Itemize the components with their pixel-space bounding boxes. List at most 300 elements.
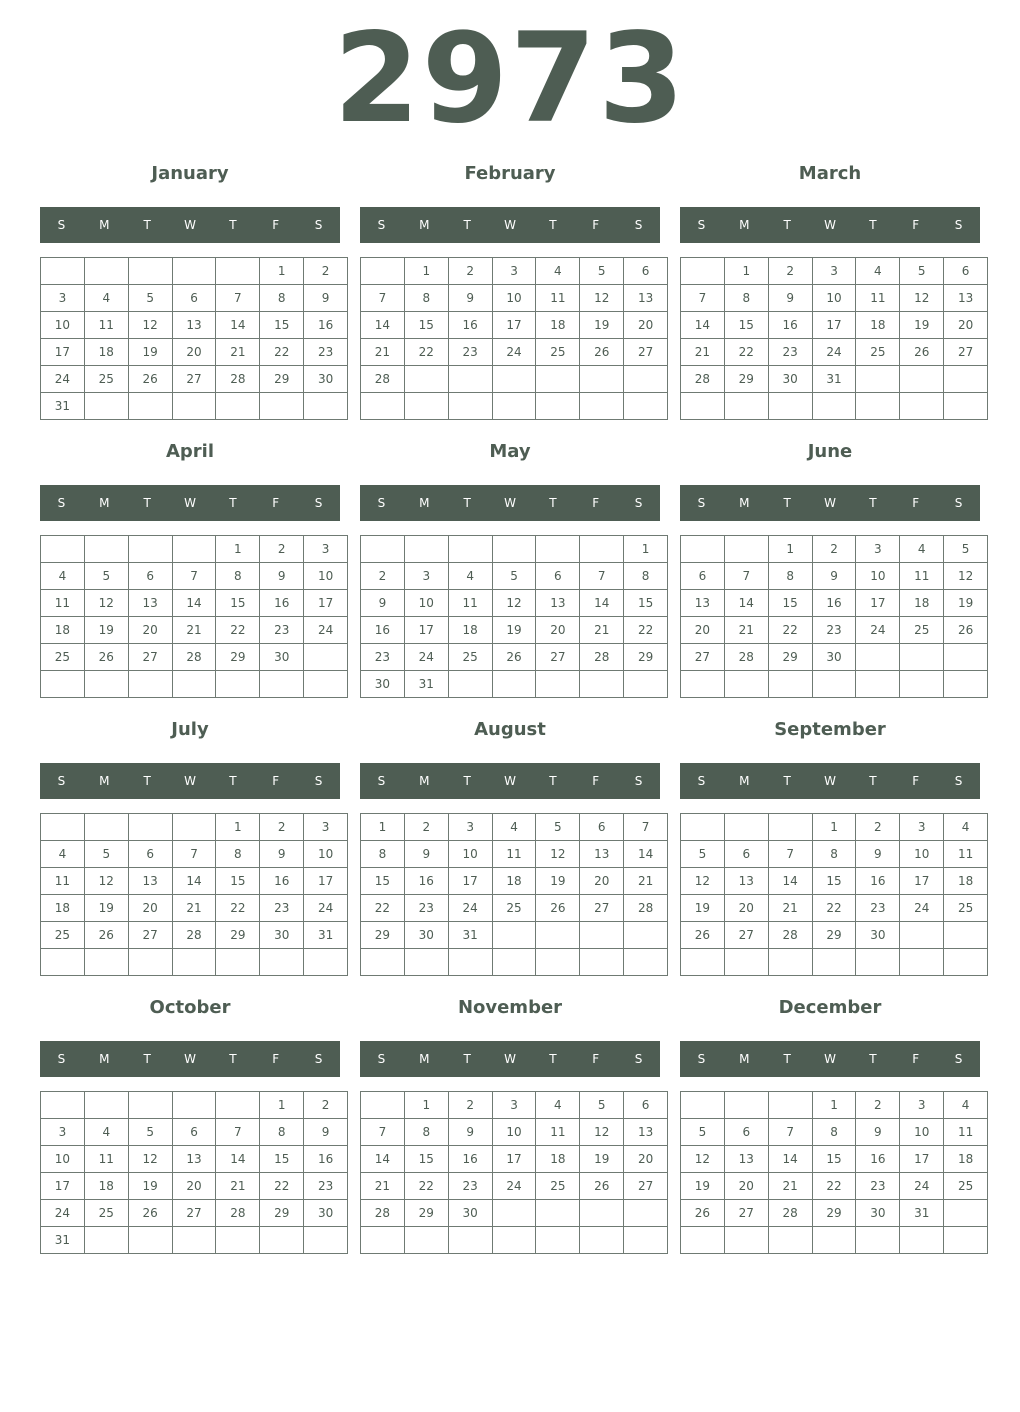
day-cell: 8 [404,285,448,312]
day-cell: 20 [128,895,172,922]
day-cell: 21 [172,617,216,644]
day-cell: 21 [768,1173,812,1200]
day-cell: 30 [404,922,448,949]
day-cell: 5 [580,258,624,285]
day-cell: 19 [84,617,128,644]
day-cell [580,949,624,976]
day-cell [580,393,624,420]
day-cell: 7 [580,563,624,590]
day-cell: 31 [448,922,492,949]
week-row [361,590,668,617]
day-cell: 7 [216,285,260,312]
day-cell: 2 [361,563,405,590]
day-cell [681,1092,725,1119]
weekday-label: T [143,774,151,788]
day-grid [40,813,348,976]
week-row [361,1200,668,1227]
day-cell: 20 [536,617,580,644]
day-cell: 9 [260,841,304,868]
week-row [361,868,668,895]
day-cell: 10 [41,1146,85,1173]
day-cell: 14 [681,312,725,339]
day-cell: 29 [216,922,260,949]
day-cell: 3 [812,258,856,285]
weekday-label: T [869,1052,877,1066]
day-cell: 14 [361,1146,405,1173]
day-cell: 8 [624,563,668,590]
day-cell: 12 [580,285,624,312]
day-cell: 24 [304,895,348,922]
day-cell: 4 [492,814,536,841]
day-cell: 12 [580,1119,624,1146]
weekday-label: W [824,1052,836,1066]
day-cell: 5 [580,1092,624,1119]
day-cell: 7 [361,285,405,312]
day-cell [624,393,668,420]
day-cell [128,814,172,841]
day-grid [360,257,668,420]
week-row [41,1173,348,1200]
weekday-header [680,1041,980,1077]
weekday-label: M [739,218,750,232]
day-cell: 21 [580,617,624,644]
day-cell: 6 [724,1119,768,1146]
weekday-label: S [377,1052,386,1066]
week-row [361,536,668,563]
week-row [681,312,988,339]
day-cell: 18 [41,895,85,922]
week-row [681,922,988,949]
weekday-label: S [697,218,706,232]
day-cell [492,922,536,949]
day-cell: 9 [260,563,304,590]
day-cell: 15 [404,1146,448,1173]
day-cell: 9 [304,1119,348,1146]
week-row [361,258,668,285]
day-cell: 25 [856,339,900,366]
day-cell: 2 [812,536,856,563]
weekday-label: T [463,1052,471,1066]
day-cell: 7 [172,841,216,868]
week-row [361,922,668,949]
day-cell: 14 [724,590,768,617]
day-cell [172,814,216,841]
week-row [41,285,348,312]
day-cell: 22 [216,617,260,644]
weekday-label: S [377,774,386,788]
day-cell: 25 [448,644,492,671]
day-cell: 4 [944,1092,988,1119]
weekday-label: S [57,1052,66,1066]
week-row [41,814,348,841]
week-row [681,895,988,922]
day-cell [216,393,260,420]
weekday-label: M [739,496,750,510]
day-cell [361,1227,405,1254]
day-cell: 13 [944,285,988,312]
day-cell: 9 [361,590,405,617]
day-cell: 2 [404,814,448,841]
day-cell: 8 [361,841,405,868]
day-cell: 30 [361,671,405,698]
day-cell: 10 [304,841,348,868]
day-cell: 30 [856,1200,900,1227]
day-cell: 29 [768,644,812,671]
day-cell: 26 [84,922,128,949]
weekday-label: T [463,218,471,232]
weekday-label: W [184,496,196,510]
day-cell: 28 [172,644,216,671]
day-cell: 12 [84,590,128,617]
day-grid [680,813,988,976]
day-cell: 21 [216,1173,260,1200]
weekday-label: F [592,218,600,232]
week-row [681,1227,988,1254]
weekday-label: S [377,496,386,510]
day-cell: 2 [768,258,812,285]
day-cell [580,1227,624,1254]
day-cell: 1 [216,536,260,563]
day-cell: 6 [944,258,988,285]
day-cell: 14 [172,868,216,895]
day-cell [681,949,725,976]
day-cell: 2 [260,536,304,563]
weekday-label: W [184,774,196,788]
day-cell [724,393,768,420]
day-cell [404,949,448,976]
day-cell: 15 [260,312,304,339]
day-cell [448,366,492,393]
day-cell: 2 [260,814,304,841]
day-cell: 2 [448,1092,492,1119]
day-cell: 22 [260,1173,304,1200]
week-row [361,312,668,339]
day-cell [681,671,725,698]
week-row [361,339,668,366]
day-cell [41,258,85,285]
day-cell: 3 [900,814,944,841]
day-cell: 19 [128,1173,172,1200]
day-cell: 29 [260,1200,304,1227]
day-cell: 29 [812,922,856,949]
day-cell: 20 [681,617,725,644]
weekday-label: M [419,218,430,232]
day-cell: 9 [812,563,856,590]
day-cell: 10 [448,841,492,868]
day-cell: 15 [724,312,768,339]
weekday-label: S [314,218,323,232]
day-cell [944,671,988,698]
weekday-header [680,207,980,243]
weekday-label: T [549,218,557,232]
day-cell [492,671,536,698]
day-cell: 4 [41,841,85,868]
week-row [41,922,348,949]
day-cell [172,258,216,285]
day-cell [84,671,128,698]
day-cell: 20 [172,1173,216,1200]
day-cell: 6 [172,1119,216,1146]
weekday-label: S [634,774,643,788]
day-cell: 6 [681,563,725,590]
day-cell [681,258,725,285]
weekday-label: S [377,218,386,232]
day-cell: 1 [404,1092,448,1119]
week-row [681,393,988,420]
day-cell: 8 [812,841,856,868]
day-cell: 27 [172,1200,216,1227]
week-row [681,366,988,393]
day-cell: 25 [41,644,85,671]
day-cell: 1 [361,814,405,841]
day-cell: 5 [128,285,172,312]
day-cell [404,393,448,420]
weekday-label: S [314,496,323,510]
day-cell [768,814,812,841]
week-row [681,590,988,617]
day-cell: 8 [724,285,768,312]
day-cell: 12 [128,1146,172,1173]
day-cell: 3 [41,1119,85,1146]
day-cell [624,922,668,949]
day-cell: 18 [84,339,128,366]
day-cell [580,922,624,949]
weekday-label: F [272,774,280,788]
day-cell: 16 [856,868,900,895]
day-cell: 23 [304,1173,348,1200]
day-cell [172,536,216,563]
day-cell [404,536,448,563]
week-row [41,366,348,393]
day-cell: 21 [681,339,725,366]
day-cell: 27 [724,1200,768,1227]
day-cell: 17 [304,868,348,895]
day-cell [812,949,856,976]
day-cell [361,536,405,563]
week-row [361,393,668,420]
day-cell: 22 [812,1173,856,1200]
day-cell: 26 [944,617,988,644]
day-cell: 9 [404,841,448,868]
day-cell: 7 [624,814,668,841]
day-cell [856,393,900,420]
week-row [41,258,348,285]
day-cell: 17 [900,1146,944,1173]
day-cell: 11 [448,590,492,617]
day-cell: 18 [900,590,944,617]
week-row [681,841,988,868]
year-title: 2973 [333,7,687,151]
day-cell [900,671,944,698]
weekday-label: F [592,1052,600,1066]
day-cell: 20 [172,339,216,366]
day-cell: 16 [812,590,856,617]
day-cell [944,393,988,420]
weekday-label: F [912,496,920,510]
month-name: December [778,997,882,1018]
day-cell [900,366,944,393]
day-cell: 8 [216,841,260,868]
week-row [41,949,348,976]
day-cell: 23 [856,895,900,922]
day-cell: 21 [361,1173,405,1200]
day-cell: 10 [812,285,856,312]
day-cell: 28 [361,366,405,393]
weekday-label: F [272,496,280,510]
day-cell: 14 [768,868,812,895]
day-cell [624,1200,668,1227]
day-cell: 24 [492,1173,536,1200]
week-row [361,1227,668,1254]
day-cell: 8 [768,563,812,590]
day-cell [84,393,128,420]
day-cell [492,1227,536,1254]
day-cell: 26 [128,1200,172,1227]
month-name: October [149,997,231,1018]
day-cell: 23 [304,339,348,366]
day-cell: 2 [856,1092,900,1119]
week-row [361,563,668,590]
weekday-label: M [419,1052,430,1066]
day-cell: 28 [768,922,812,949]
month-name: September [774,719,886,740]
day-cell: 20 [580,868,624,895]
day-cell: 27 [681,644,725,671]
day-cell: 7 [216,1119,260,1146]
day-cell [84,814,128,841]
week-row [41,617,348,644]
day-cell: 19 [944,590,988,617]
day-cell: 6 [128,563,172,590]
day-cell: 24 [41,1200,85,1227]
day-cell [448,536,492,563]
day-cell [724,671,768,698]
day-cell: 17 [856,590,900,617]
day-cell [84,536,128,563]
day-cell: 5 [84,841,128,868]
day-cell [361,1092,405,1119]
day-cell [172,393,216,420]
day-cell: 20 [624,312,668,339]
day-cell: 21 [172,895,216,922]
day-cell: 4 [944,814,988,841]
day-cell [216,949,260,976]
day-cell: 1 [624,536,668,563]
weekday-label: M [99,218,110,232]
week-row [361,895,668,922]
day-cell: 28 [580,644,624,671]
day-cell: 7 [768,841,812,868]
day-cell [681,536,725,563]
day-cell: 19 [128,339,172,366]
week-row [681,1119,988,1146]
weekday-label: S [697,774,706,788]
day-cell [216,258,260,285]
week-row [41,895,348,922]
day-cell: 6 [624,1092,668,1119]
day-cell: 15 [768,590,812,617]
day-cell [580,1200,624,1227]
day-cell: 13 [681,590,725,617]
day-cell: 24 [492,339,536,366]
day-cell: 28 [172,922,216,949]
day-cell: 9 [304,285,348,312]
day-cell: 4 [536,258,580,285]
day-cell [580,366,624,393]
day-cell: 18 [84,1173,128,1200]
month-name: May [489,441,531,462]
weekday-label: T [143,218,151,232]
day-cell: 4 [84,1119,128,1146]
week-row [361,841,668,868]
day-cell [172,1092,216,1119]
day-cell: 29 [260,366,304,393]
day-cell: 12 [900,285,944,312]
day-cell: 16 [768,312,812,339]
day-cell: 31 [304,922,348,949]
day-cell [768,671,812,698]
day-cell [128,393,172,420]
week-row [41,868,348,895]
day-cell: 18 [492,868,536,895]
day-cell [84,1092,128,1119]
day-cell: 5 [681,1119,725,1146]
day-cell: 27 [624,1173,668,1200]
day-cell: 17 [448,868,492,895]
day-cell [900,922,944,949]
day-cell [492,536,536,563]
weekday-label: T [783,496,791,510]
day-cell [492,1200,536,1227]
weekday-label: W [184,218,196,232]
week-row [681,617,988,644]
day-cell: 12 [536,841,580,868]
weekday-label: S [954,496,963,510]
day-cell: 10 [900,1119,944,1146]
day-cell: 24 [41,366,85,393]
day-cell: 30 [856,922,900,949]
day-cell [536,536,580,563]
day-cell [536,1227,580,1254]
day-cell: 13 [724,1146,768,1173]
day-cell: 30 [812,644,856,671]
day-cell: 24 [404,644,448,671]
weekday-label: S [314,774,323,788]
day-cell: 12 [681,868,725,895]
day-cell: 30 [448,1200,492,1227]
day-cell: 21 [624,868,668,895]
day-cell: 10 [492,1119,536,1146]
day-cell: 15 [361,868,405,895]
weekday-label: S [954,774,963,788]
day-cell: 11 [492,841,536,868]
week-row [361,1173,668,1200]
weekday-label: T [549,496,557,510]
day-cell: 30 [260,922,304,949]
day-cell: 4 [856,258,900,285]
day-cell: 27 [128,644,172,671]
day-cell [172,1227,216,1254]
day-cell: 5 [536,814,580,841]
day-cell: 26 [128,366,172,393]
day-cell: 30 [304,1200,348,1227]
day-cell: 30 [260,644,304,671]
day-cell: 21 [724,617,768,644]
day-cell: 25 [536,1173,580,1200]
day-cell [404,1227,448,1254]
day-cell [260,671,304,698]
day-cell [856,366,900,393]
